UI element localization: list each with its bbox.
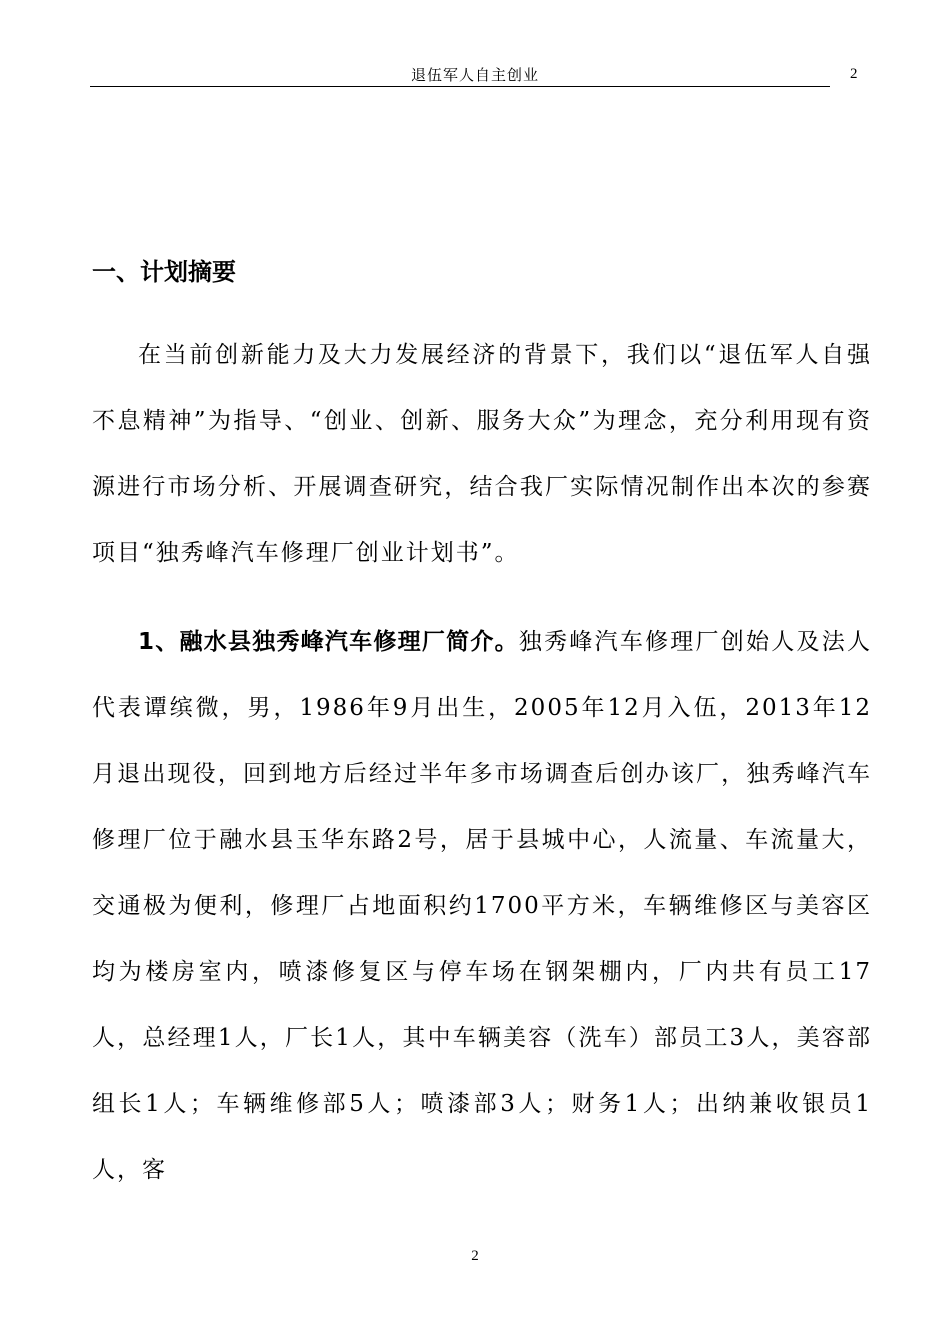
section-heading: 一、计划摘要 (92, 258, 236, 286)
item1-paragraph (92, 609, 872, 1203)
item1-title: 1、融水县独秀峰汽车修理厂简介。 (138, 629, 519, 655)
running-header-title: 退伍军人自主创业 (410, 66, 539, 84)
intro-paragraph: 在当前创新能力及大力发展经济的背景下，我们以“退伍军人自强不息精神”为指导、“创业、创新、服务大众”为理念，充分利用现有资源进行市场分析、开展调查研究，结合我厂实际情况制作出本次的参赛项目“独秀峰汽车修理厂创业计划书”。 (92, 342, 872, 566)
running-header-page-number: 2 (850, 66, 858, 82)
body-text (92, 322, 872, 1203)
header-divider (90, 86, 830, 87)
footer-page-number: 2 (471, 1248, 479, 1264)
item1-body: 独秀峰汽车修理厂创始人及法人代表谭缤微，男，1986年9月出生，2005年12月入伍，2013年12月退出现役，回到地方后经过半年多市场调查后创办该厂，独秀峰汽车修理厂位于融水县玉华东路2号，居于县城中心，人流量、车流量大，交通极为便利，修理厂占地面积约1700平方米，车辆维修区与美容区均为楼房室内，喷漆修复区与停车场在钢架棚内，厂内共有员工17人，总经理1人，厂长1人，其中车辆美容（洗车）部员工3人，美容部组长1人；车辆维修部5人；喷漆部3人；财务1人；出纳兼收银员1人，客 (92, 629, 872, 1183)
